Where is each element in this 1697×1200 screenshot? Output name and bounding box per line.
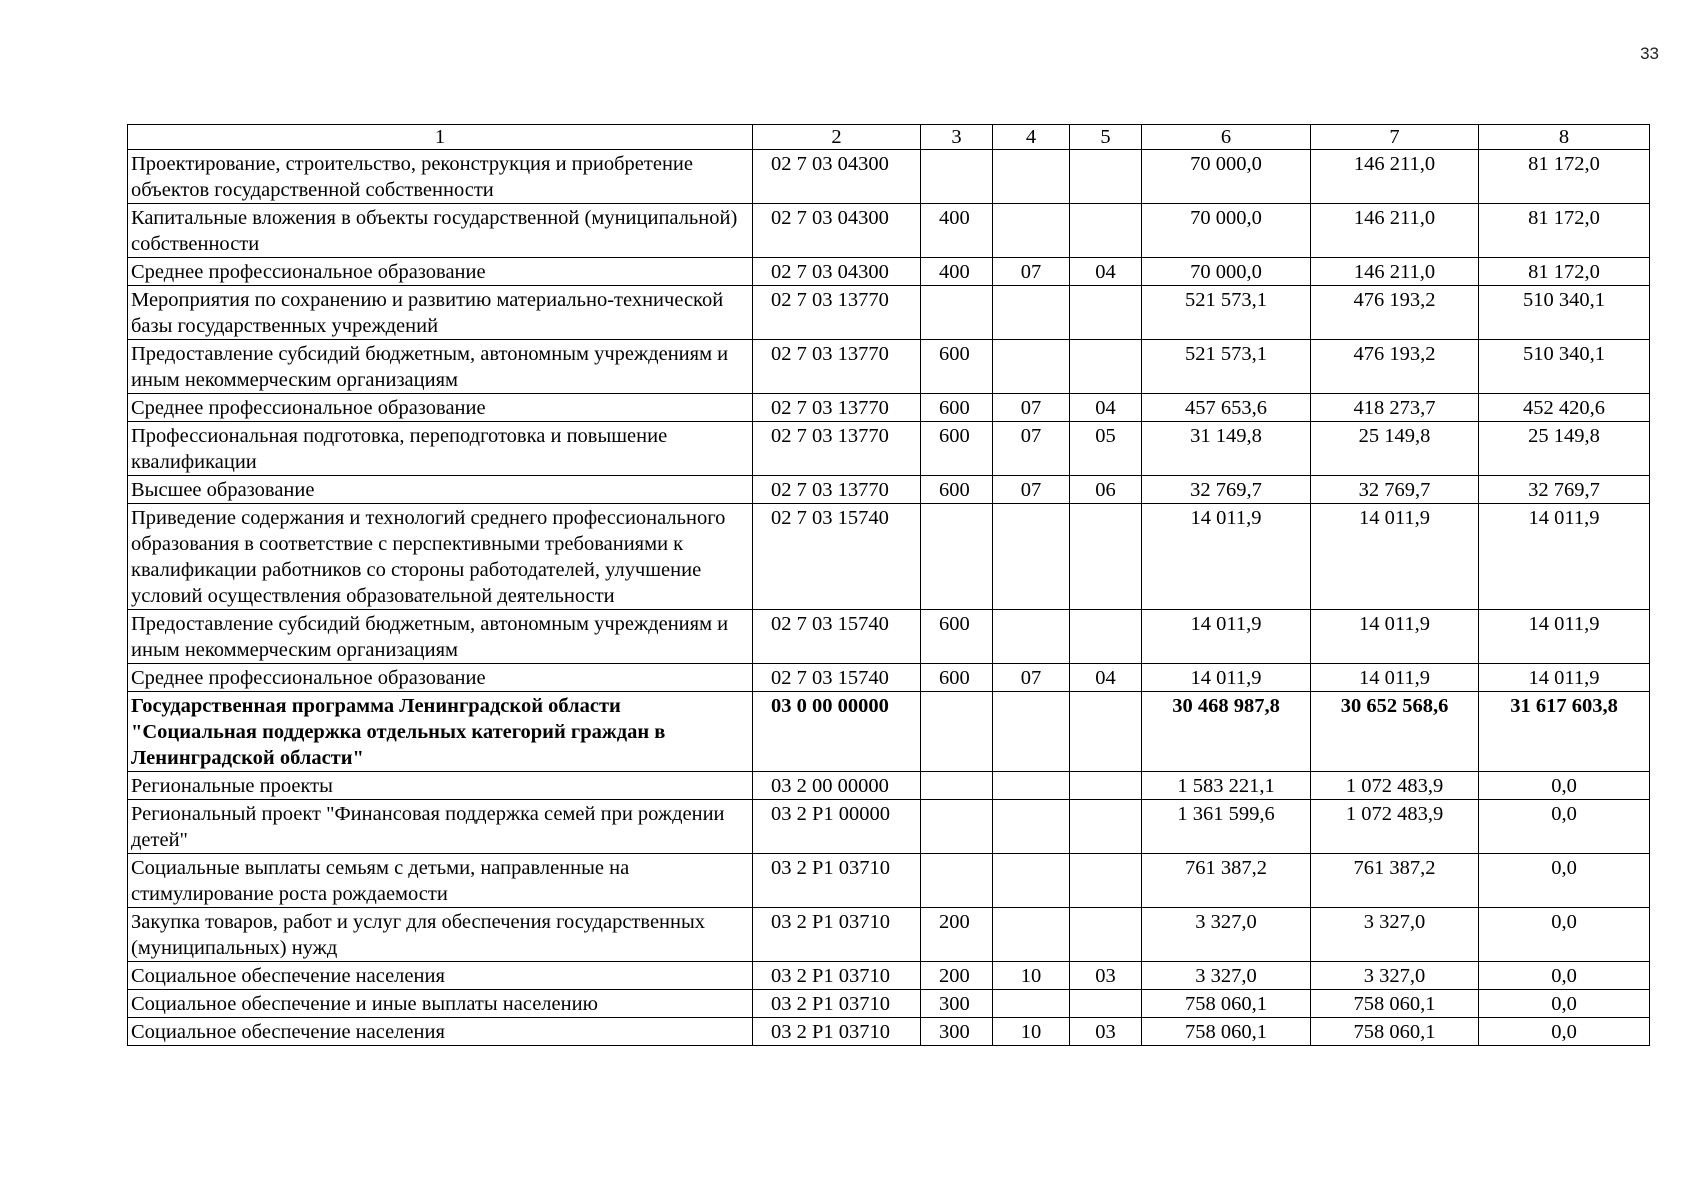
target-code-cell: 03 2 00 00000 (753, 772, 921, 800)
target-code-cell: 02 7 03 04300 (753, 150, 921, 204)
amount-col8-cell: 81 172,0 (1479, 150, 1650, 204)
table-row (128, 394, 1650, 422)
amount-col8-cell: 32 769,7 (1479, 476, 1650, 504)
row-name-cell: Приведение содержания и технологий среднего профессионального образования в соответствие с перспективными требованиями к квалификации работников со стороны работодателей, улучшение условий осуществления образовательной деятельности (128, 504, 753, 610)
amount-col6-cell: 70 000,0 (1142, 258, 1311, 286)
row-name-cell: Социальное обеспечение населения (128, 1018, 753, 1046)
section-cell (993, 150, 1070, 204)
amount-col8-cell: 510 340,1 (1479, 286, 1650, 340)
amount-col8-cell: 510 340,1 (1479, 340, 1650, 394)
subsection-cell: 04 (1070, 258, 1142, 286)
table-row (128, 340, 1650, 394)
table-row (128, 854, 1650, 908)
amount-col7-cell: 146 211,0 (1311, 204, 1479, 258)
amount-col7-cell: 758 060,1 (1311, 990, 1479, 1018)
expense-type-cell: 600 (921, 394, 993, 422)
subsection-cell (1070, 286, 1142, 340)
section-cell (993, 204, 1070, 258)
header-cell-6: 6 (1142, 125, 1311, 150)
section-cell (993, 692, 1070, 772)
amount-col7-cell: 418 273,7 (1311, 394, 1479, 422)
amount-col8-cell: 0,0 (1479, 854, 1650, 908)
amount-col7-cell: 32 769,7 (1311, 476, 1479, 504)
amount-col8-cell: 81 172,0 (1479, 204, 1650, 258)
section-cell: 10 (993, 1018, 1070, 1046)
amount-col8-cell: 0,0 (1479, 908, 1650, 962)
target-code-cell: 02 7 03 04300 (753, 258, 921, 286)
row-name-cell: Среднее профессиональное образование (128, 664, 753, 692)
target-code-cell: 02 7 03 04300 (753, 204, 921, 258)
amount-col7-cell: 1 072 483,9 (1311, 772, 1479, 800)
row-name-cell: Социальное обеспечение населения (128, 962, 753, 990)
target-code-cell: 03 0 00 00000 (753, 692, 921, 772)
subsection-cell (1070, 692, 1142, 772)
subsection-cell (1070, 150, 1142, 204)
table-row (128, 990, 1650, 1018)
row-name-cell: Среднее профессиональное образование (128, 258, 753, 286)
section-cell: 07 (993, 422, 1070, 476)
section-cell: 07 (993, 394, 1070, 422)
section-cell (993, 854, 1070, 908)
expense-type-cell: 200 (921, 962, 993, 990)
amount-col7-cell: 3 327,0 (1311, 962, 1479, 990)
table-row (128, 150, 1650, 204)
subsection-cell (1070, 908, 1142, 962)
table-row (128, 1018, 1650, 1046)
subsection-cell (1070, 990, 1142, 1018)
subsection-cell: 04 (1070, 664, 1142, 692)
amount-col6-cell: 14 011,9 (1142, 664, 1311, 692)
target-code-cell: 03 2 P1 03710 (753, 990, 921, 1018)
row-name-cell: Мероприятия по сохранению и развитию материально-технической базы государственных учреждений (128, 286, 753, 340)
table-row (128, 772, 1650, 800)
amount-col7-cell: 14 011,9 (1311, 610, 1479, 664)
row-name-cell: Среднее профессиональное образование (128, 394, 753, 422)
section-cell: 10 (993, 962, 1070, 990)
section-cell (993, 908, 1070, 962)
subsection-cell: 05 (1070, 422, 1142, 476)
expense-type-cell (921, 772, 993, 800)
section-cell (993, 800, 1070, 854)
target-code-cell: 02 7 03 15740 (753, 664, 921, 692)
table-row (128, 610, 1650, 664)
amount-col6-cell: 31 149,8 (1142, 422, 1311, 476)
expense-type-cell: 300 (921, 1018, 993, 1046)
budget-table (127, 124, 1650, 1046)
amount-col8-cell: 14 011,9 (1479, 664, 1650, 692)
row-name-cell: Региональные проекты (128, 772, 753, 800)
amount-col6-cell: 1 361 599,6 (1142, 800, 1311, 854)
expense-type-cell: 400 (921, 258, 993, 286)
row-name-cell: Предоставление субсидий бюджетным, автономным учреждениям и иным некоммерческим организациям (128, 610, 753, 664)
amount-col6-cell: 758 060,1 (1142, 1018, 1311, 1046)
table-row (128, 962, 1650, 990)
header-cell-3: 3 (921, 125, 993, 150)
amount-col7-cell: 146 211,0 (1311, 150, 1479, 204)
amount-col7-cell: 14 011,9 (1311, 504, 1479, 610)
amount-col6-cell: 521 573,1 (1142, 286, 1311, 340)
table-row (128, 692, 1650, 772)
expense-type-cell (921, 286, 993, 340)
table-row (128, 286, 1650, 340)
header-cell-2: 2 (753, 125, 921, 150)
expense-type-cell (921, 800, 993, 854)
subsection-cell (1070, 854, 1142, 908)
section-cell (993, 610, 1070, 664)
expense-type-cell (921, 692, 993, 772)
section-cell (993, 340, 1070, 394)
section-cell: 07 (993, 258, 1070, 286)
expense-type-cell: 200 (921, 908, 993, 962)
amount-col7-cell: 14 011,9 (1311, 664, 1479, 692)
table-row (128, 664, 1650, 692)
amount-col6-cell: 70 000,0 (1142, 150, 1311, 204)
header-cell-7: 7 (1311, 125, 1479, 150)
amount-col8-cell: 0,0 (1479, 800, 1650, 854)
amount-col8-cell: 14 011,9 (1479, 610, 1650, 664)
header-cell-8: 8 (1479, 125, 1650, 150)
subsection-cell: 03 (1070, 962, 1142, 990)
section-cell (993, 504, 1070, 610)
table-row (128, 204, 1650, 258)
row-name-cell: Социальное обеспечение и иные выплаты населению (128, 990, 753, 1018)
target-code-cell: 03 2 P1 03710 (753, 908, 921, 962)
table-row (128, 258, 1650, 286)
row-name-cell: Профессиональная подготовка, переподготовка и повышение квалификации (128, 422, 753, 476)
amount-col7-cell: 3 327,0 (1311, 908, 1479, 962)
subsection-cell (1070, 340, 1142, 394)
subsection-cell: 06 (1070, 476, 1142, 504)
target-code-cell: 03 2 P1 03710 (753, 1018, 921, 1046)
amount-col8-cell: 25 149,8 (1479, 422, 1650, 476)
subsection-cell (1070, 610, 1142, 664)
amount-col8-cell: 0,0 (1479, 962, 1650, 990)
amount-col6-cell: 32 769,7 (1142, 476, 1311, 504)
amount-col8-cell: 0,0 (1479, 990, 1650, 1018)
page-number: 33 (1640, 44, 1659, 63)
expense-type-cell: 600 (921, 476, 993, 504)
amount-col7-cell: 476 193,2 (1311, 286, 1479, 340)
table-row (128, 800, 1650, 854)
row-name-cell: Проектирование, строительство, реконструкция и приобретение объектов государственной собственности (128, 150, 753, 204)
subsection-cell (1070, 772, 1142, 800)
amount-col6-cell: 3 327,0 (1142, 962, 1311, 990)
amount-col6-cell: 761 387,2 (1142, 854, 1311, 908)
amount-col6-cell: 70 000,0 (1142, 204, 1311, 258)
expense-type-cell (921, 854, 993, 908)
amount-col8-cell: 31 617 603,8 (1479, 692, 1650, 772)
target-code-cell: 03 2 P1 03710 (753, 962, 921, 990)
amount-col6-cell: 30 468 987,8 (1142, 692, 1311, 772)
amount-col7-cell: 476 193,2 (1311, 340, 1479, 394)
table-row (128, 504, 1650, 610)
target-code-cell: 02 7 03 13770 (753, 286, 921, 340)
amount-col8-cell: 81 172,0 (1479, 258, 1650, 286)
amount-col7-cell: 1 072 483,9 (1311, 800, 1479, 854)
target-code-cell: 03 2 P1 00000 (753, 800, 921, 854)
subsection-cell (1070, 504, 1142, 610)
table-row (128, 908, 1650, 962)
header-row (128, 125, 1650, 150)
amount-col7-cell: 761 387,2 (1311, 854, 1479, 908)
section-cell (993, 990, 1070, 1018)
expense-type-cell (921, 504, 993, 610)
header-cell-1: 1 (128, 125, 753, 150)
target-code-cell: 02 7 03 13770 (753, 422, 921, 476)
expense-type-cell: 400 (921, 204, 993, 258)
amount-col8-cell: 0,0 (1479, 772, 1650, 800)
section-cell (993, 286, 1070, 340)
target-code-cell: 02 7 03 13770 (753, 476, 921, 504)
expense-type-cell: 600 (921, 422, 993, 476)
expense-type-cell (921, 150, 993, 204)
section-cell: 07 (993, 664, 1070, 692)
table-row (128, 476, 1650, 504)
row-name-cell: Закупка товаров, работ и услуг для обеспечения государственных (муниципальных) нужд (128, 908, 753, 962)
header-cell-4: 4 (993, 125, 1070, 150)
section-cell (993, 772, 1070, 800)
amount-col8-cell: 0,0 (1479, 1018, 1650, 1046)
section-cell: 07 (993, 476, 1070, 504)
target-code-cell: 02 7 03 15740 (753, 504, 921, 610)
amount-col6-cell: 14 011,9 (1142, 610, 1311, 664)
amount-col6-cell: 1 583 221,1 (1142, 772, 1311, 800)
target-code-cell: 02 7 03 15740 (753, 610, 921, 664)
amount-col8-cell: 452 420,6 (1479, 394, 1650, 422)
row-name-cell: Капитальные вложения в объекты государственной (муниципальной) собственности (128, 204, 753, 258)
amount-col8-cell: 14 011,9 (1479, 504, 1650, 610)
table-row (128, 422, 1650, 476)
target-code-cell: 03 2 P1 03710 (753, 854, 921, 908)
subsection-cell: 03 (1070, 1018, 1142, 1046)
amount-col7-cell: 758 060,1 (1311, 1018, 1479, 1046)
amount-col6-cell: 3 327,0 (1142, 908, 1311, 962)
target-code-cell: 02 7 03 13770 (753, 340, 921, 394)
row-name-cell: Региональный проект "Финансовая поддержка семей при рождении детей" (128, 800, 753, 854)
header-cell-5: 5 (1070, 125, 1142, 150)
amount-col7-cell: 146 211,0 (1311, 258, 1479, 286)
amount-col6-cell: 457 653,6 (1142, 394, 1311, 422)
amount-col7-cell: 30 652 568,6 (1311, 692, 1479, 772)
row-name-cell: Высшее образование (128, 476, 753, 504)
subsection-cell: 04 (1070, 394, 1142, 422)
amount-col6-cell: 521 573,1 (1142, 340, 1311, 394)
amount-col7-cell: 25 149,8 (1311, 422, 1479, 476)
expense-type-cell: 300 (921, 990, 993, 1018)
expense-type-cell: 600 (921, 664, 993, 692)
row-name-cell: Социальные выплаты семьям с детьми, направленные на стимулирование роста рождаемости (128, 854, 753, 908)
row-name-cell: Предоставление субсидий бюджетным, автономным учреждениям и иным некоммерческим организациям (128, 340, 753, 394)
subsection-cell (1070, 800, 1142, 854)
expense-type-cell: 600 (921, 610, 993, 664)
row-name-cell: Государственная программа Ленинградской области "Социальная поддержка отдельных категорий граждан в Ленинградской области" (128, 692, 753, 772)
amount-col6-cell: 758 060,1 (1142, 990, 1311, 1018)
amount-col6-cell: 14 011,9 (1142, 504, 1311, 610)
target-code-cell: 02 7 03 13770 (753, 394, 921, 422)
subsection-cell (1070, 204, 1142, 258)
expense-type-cell: 600 (921, 340, 993, 394)
